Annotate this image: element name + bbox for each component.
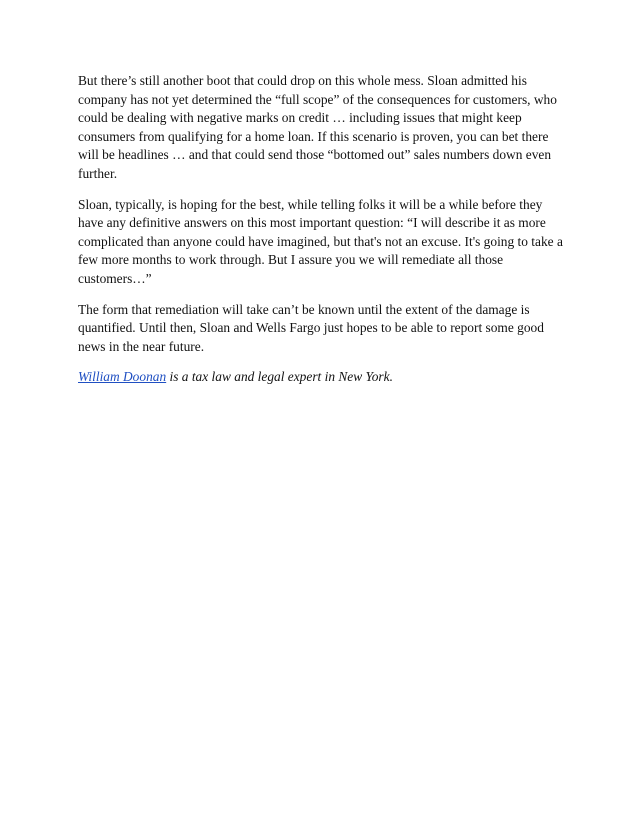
- paragraph-2: Sloan, typically, is hoping for the best, while telling folks it will be a while before they have any definitive answers on this most important question: “I will describe it as more complicated than anyone could have imagined, but that's not an excuse. It's going to take a few more months to work through. But I assure you we will remediate all those customers…”: [78, 196, 563, 286]
- author-byline: [78, 368, 566, 387]
- author-link[interactable]: William Doonan: [78, 369, 167, 385]
- author-description: is a tax law and legal expert in New York.: [166, 369, 393, 385]
- paragraph-3: The form that remediation will take can’t be known until the extent of the damage is quantified. Until then, Sloan and Wells Fargo just hopes to be able to report some good news in the near future.: [78, 301, 544, 354]
- article-body: [78, 72, 566, 399]
- paragraph-1: But there’s still another boot that could drop on this whole mess. Sloan admitted his company has not yet determined the “full scope” of the consequences for customers, who could be dealing with negative marks on credit … including issues that might keep consumers from qualifying for a home loan. If this scenario is proven, you can bet there will be headlines … and that could send those “bottomed out” sales numbers down even further.: [78, 73, 557, 181]
